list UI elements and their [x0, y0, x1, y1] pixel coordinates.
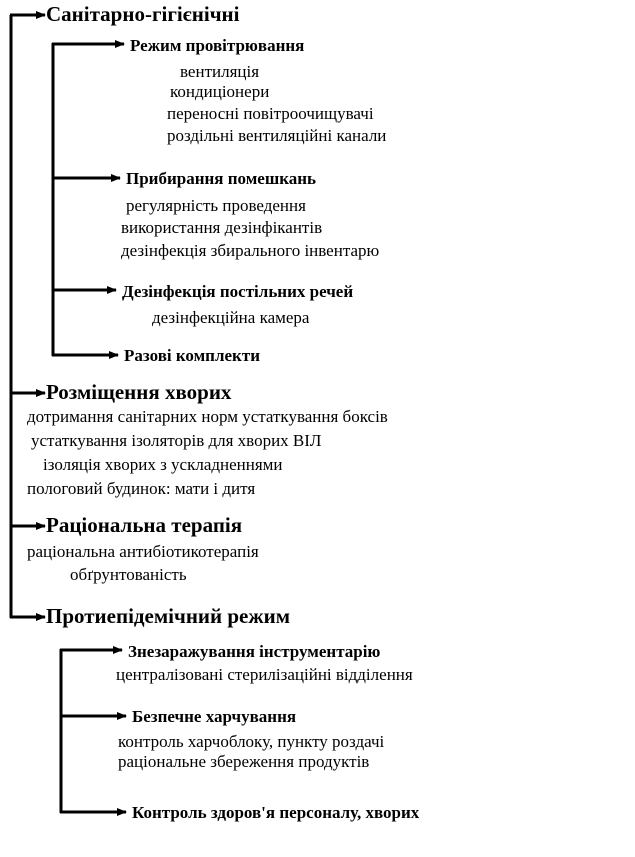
subsection-title: Разові комплекти: [124, 346, 260, 365]
list-item: дезінфекційна камера: [152, 308, 310, 327]
subsection-title: Безпечне харчування: [132, 707, 297, 726]
list-item: роздільні вентиляційні канали: [167, 126, 387, 145]
list-item: дезінфекція збирального інвентарю: [121, 241, 380, 260]
subsection-title: Дезінфекція постільних речей: [122, 282, 354, 301]
list-item: раціональна антибіотикотерапія: [27, 542, 259, 561]
section-title: Санітарно-гігієнічні: [46, 2, 240, 26]
subsection-title: Контроль здоров'я персоналу, хворих: [132, 803, 420, 822]
list-item: використання дезінфікантів: [121, 218, 323, 237]
list-item: пологовий будинок: мати і дитя: [27, 479, 256, 498]
list-item: обґрунтованість: [70, 565, 187, 584]
list-item: переносні повітроочищувачі: [167, 104, 374, 123]
subsection-title: Режим провітрювання: [130, 36, 305, 55]
list-item: дотримання санітарних норм устаткування боксів: [27, 407, 388, 426]
list-item: ізоляція хворих з ускладненнями: [43, 455, 283, 474]
subsection-title: Знезаражування інструментарію: [128, 642, 381, 661]
list-item: централізовані стерилізаційні відділення: [116, 665, 413, 684]
list-item: контроль харчоблоку, пункту роздачі: [118, 732, 385, 751]
list-item: кондиціонери: [170, 82, 270, 101]
section-title: Розміщення хворих: [46, 380, 232, 404]
section-title: Раціональна терапія: [46, 513, 243, 537]
list-item: вентиляція: [180, 62, 260, 81]
list-item: регулярність проведення: [126, 196, 306, 215]
subsection-title: Прибирання помешкань: [126, 169, 317, 188]
list-item: раціональне збереження продуктів: [118, 752, 370, 771]
section-title: Протиепідемічний режим: [46, 604, 291, 628]
list-item: устаткування ізоляторів для хворих ВІЛ: [31, 431, 322, 450]
